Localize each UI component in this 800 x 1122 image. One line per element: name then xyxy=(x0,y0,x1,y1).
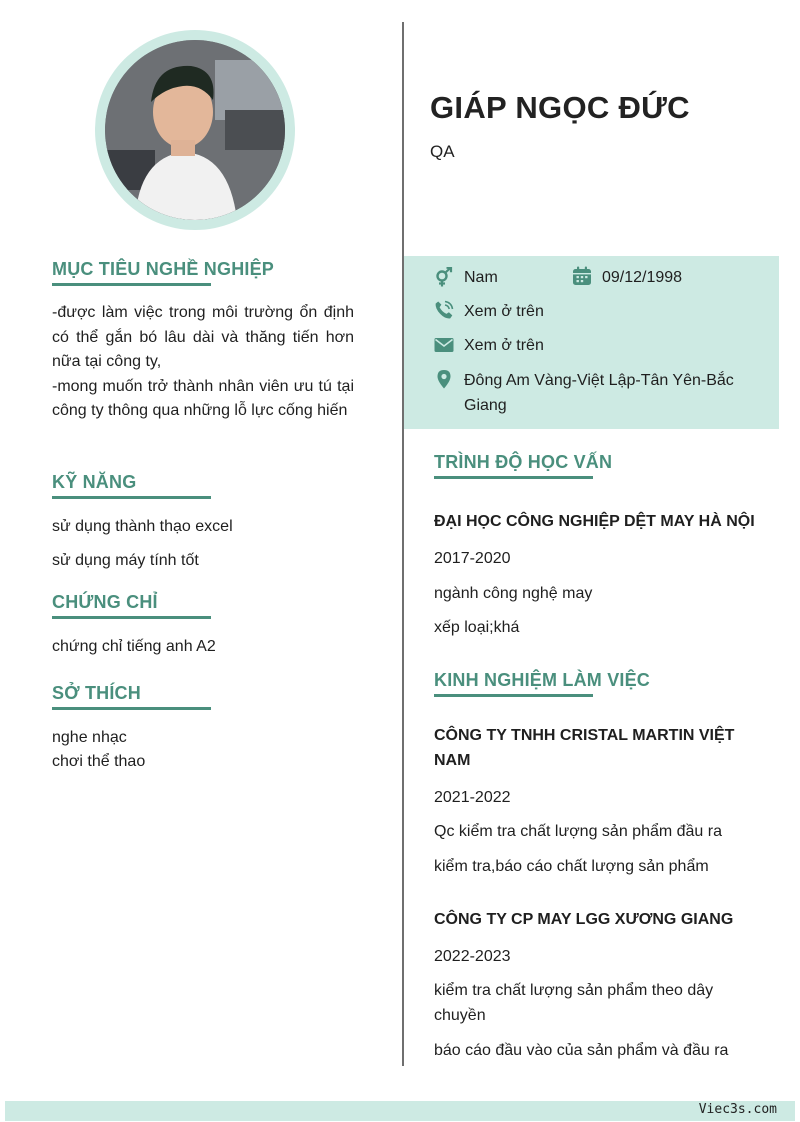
phone-icon xyxy=(434,300,454,320)
skill-item: sử dụng máy tính tốt xyxy=(52,552,199,569)
profile-photo xyxy=(105,40,285,220)
email-value: Xem ở trên xyxy=(464,337,544,354)
skill-item: sử dụng thành thạo excel xyxy=(52,518,233,535)
education-grade: xếp loại;khá xyxy=(434,619,520,636)
gender-icon xyxy=(434,267,454,287)
education-title: TRÌNH ĐỘ HỌC VẤN xyxy=(434,452,613,472)
education-major: ngành công nghệ may xyxy=(434,585,593,602)
hobby-item: nghe nhạc xyxy=(52,729,127,746)
education-period: 2017-2020 xyxy=(434,550,511,567)
candidate-role: QA xyxy=(430,142,455,161)
calendar-icon xyxy=(572,266,592,286)
birthday-value: 09/12/1998 xyxy=(602,269,683,286)
education-school: ĐẠI HỌC CÔNG NGHIỆP DỆT MAY HÀ NỘI xyxy=(434,513,755,530)
email-icon xyxy=(434,335,454,355)
job-period: 2022-2023 xyxy=(434,948,511,965)
objective-line-1: -được làm việc trong môi trường ổn định có thể gắn bó lâu dài và thăng tiến hơn nữa tại công ty, xyxy=(52,304,354,370)
gender-value: Nam xyxy=(464,269,498,286)
objective-title: MỤC TIÊU NGHỀ NGHIỆP xyxy=(52,259,275,279)
footer-brand[interactable]: Viec3s.com xyxy=(698,1102,777,1117)
avatar xyxy=(95,30,295,230)
location-pin-icon xyxy=(434,369,454,389)
job-duty: kiểm tra,báo cáo chất lượng sản phẩm xyxy=(434,858,709,875)
education-rule xyxy=(434,476,593,479)
skills-rule xyxy=(52,496,211,499)
contact-panel xyxy=(404,256,779,429)
hobbies-title: SỞ THÍCH xyxy=(52,683,141,703)
hobby-item: chơi thể thao xyxy=(52,753,146,770)
job-duty: báo cáo đầu vào của sản phẩm và đầu ra xyxy=(434,1042,729,1059)
objective-line-2: -mong muốn trở thành nhân viên ưu tú tại công ty thông qua những lỗ lực cống hiến xyxy=(52,377,354,419)
job-company: CÔNG TY CP MAY LGG XƯƠNG GIANG xyxy=(434,911,734,928)
job-duty: kiểm tra chất lượng sản phẩm theo dây chuyền xyxy=(434,982,714,1024)
phone-value: Xem ở trên xyxy=(464,303,544,320)
objective-rule xyxy=(52,283,211,286)
experience-rule xyxy=(434,694,593,697)
job-duty: Qc kiểm tra chất lượng sản phẩm đầu ra xyxy=(434,823,722,840)
hobbies-rule xyxy=(52,707,211,710)
footer-bar xyxy=(5,1101,795,1121)
address-value: Đông Am Vàng-Việt Lập-Tân Yên-Bắc Giang xyxy=(464,372,734,414)
job-company: CÔNG TY TNHH CRISTAL MARTIN VIỆT NAM xyxy=(434,727,735,769)
job-period: 2021-2022 xyxy=(434,789,511,806)
experience-title: KINH NGHIỆM LÀM VIỆC xyxy=(434,670,651,690)
skills-title: KỸ NĂNG xyxy=(52,472,137,492)
certificates-title: CHỨNG CHỈ xyxy=(52,592,158,612)
certificates-rule xyxy=(52,616,211,619)
candidate-name: GIÁP NGỌC ĐỨC xyxy=(430,90,690,125)
column-divider xyxy=(402,22,404,1066)
certificate-item: chứng chỉ tiếng anh A2 xyxy=(52,638,216,655)
objective-text xyxy=(52,301,354,424)
